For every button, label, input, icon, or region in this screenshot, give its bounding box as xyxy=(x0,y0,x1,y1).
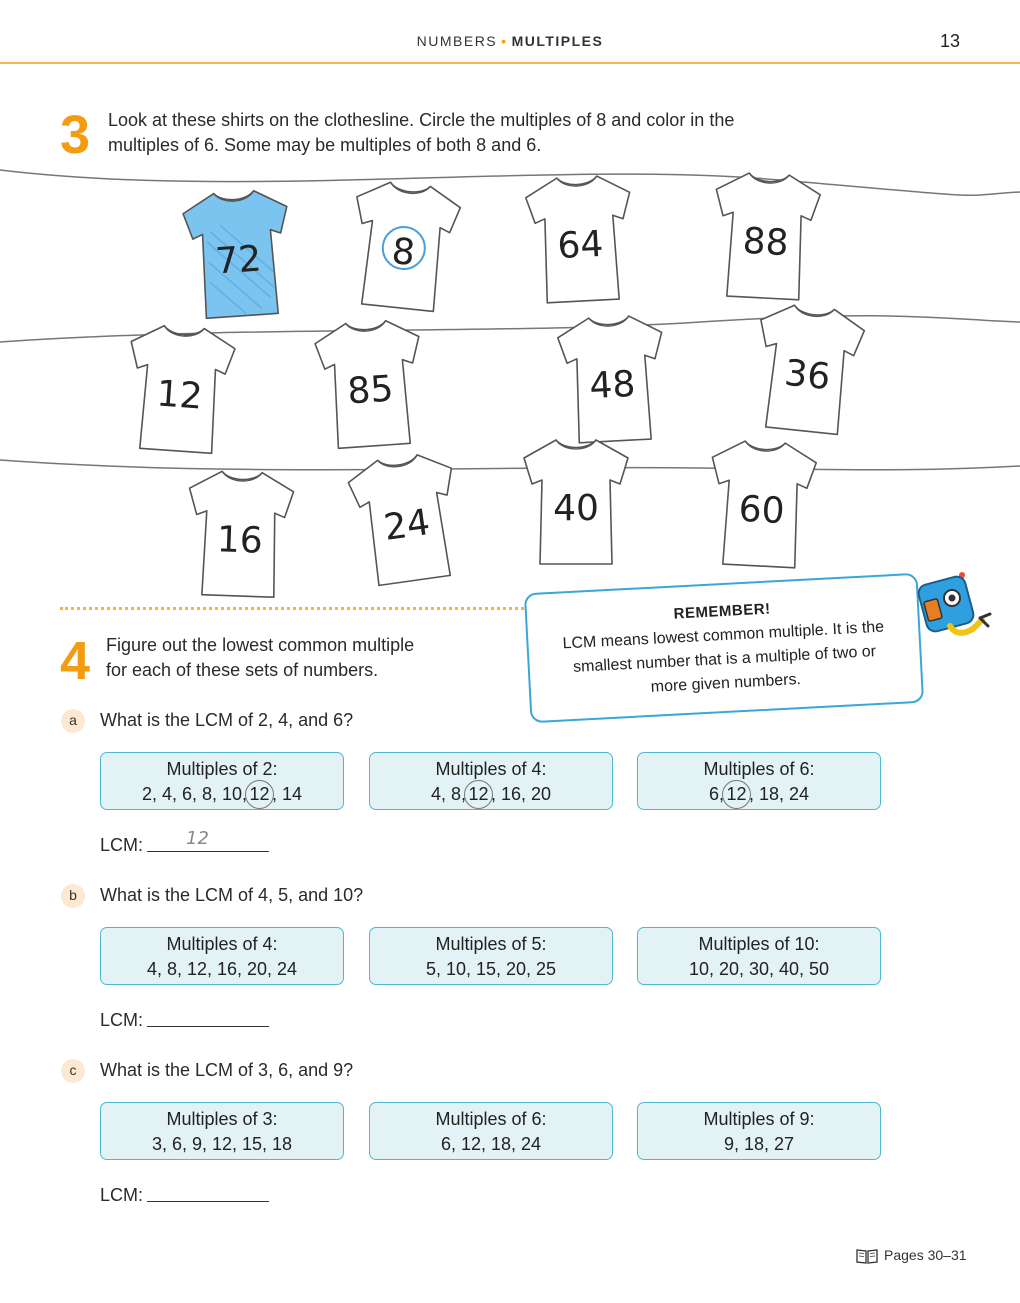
remember-title: REMEMBER! xyxy=(673,600,771,623)
part-b-multiples-box-2 xyxy=(369,927,613,985)
box-title: Multiples of 2: xyxy=(166,759,278,779)
part-b-multiples-box-1 xyxy=(100,927,344,985)
remember-line-3: more given numbers. xyxy=(650,671,802,696)
part-c-lcm-answer-line[interactable] xyxy=(147,1201,269,1202)
box-title: Multiples of 9: xyxy=(703,1109,815,1129)
page-number: 13 xyxy=(939,31,960,51)
shirt-number: 12 xyxy=(155,373,204,418)
header-section: NUMBERS xyxy=(416,33,498,49)
part-b-lcm-answer-line[interactable] xyxy=(147,1026,269,1027)
exercise-4-instructions-line-1: Figure out the lowest common multiple xyxy=(106,635,415,655)
shirt-number: 88 xyxy=(741,220,790,265)
part-a-multiples-box-2 xyxy=(369,752,613,810)
part-b-question: What is the LCM of 4, 5, and 10? xyxy=(100,885,364,905)
exercise-3-number: 3 xyxy=(60,105,91,165)
shirt-number: 72 xyxy=(214,238,263,283)
box-title: Multiples of 4: xyxy=(435,759,547,779)
shirt-85[interactable] xyxy=(310,316,431,452)
shirt-number: 36 xyxy=(782,352,833,399)
box-title: Multiples of 6: xyxy=(703,759,815,779)
shirt-48[interactable] xyxy=(553,312,672,446)
bullet-icon: • xyxy=(501,33,508,49)
part-b-badge: b xyxy=(61,884,85,908)
part-c-question: What is the LCM of 3, 6, and 9? xyxy=(100,1060,354,1080)
box-title: Multiples of 10: xyxy=(698,934,820,954)
pages-reference xyxy=(856,1247,967,1264)
circled-value xyxy=(245,780,274,809)
box-values xyxy=(370,782,612,807)
remember-body xyxy=(548,615,901,705)
shirt-60[interactable] xyxy=(703,437,822,571)
shirt-number: 40 xyxy=(553,488,599,529)
shirt-24[interactable] xyxy=(342,448,471,590)
box-title: Multiples of 5: xyxy=(435,934,547,954)
robot-mascot-icon xyxy=(912,570,1002,650)
shirt-16[interactable] xyxy=(182,468,298,600)
clothesline-1 xyxy=(0,170,1020,195)
box-values: 5, 10, 15, 20, 25 xyxy=(425,959,557,979)
shirt-40[interactable] xyxy=(520,438,632,566)
box-values xyxy=(638,782,880,807)
shirt-88[interactable] xyxy=(707,169,826,303)
circled-number: 12 xyxy=(726,783,747,804)
shirt-number: 8 xyxy=(389,230,417,275)
circled-value xyxy=(464,780,493,809)
values-before: 6, xyxy=(708,784,724,804)
shirt-number: 48 xyxy=(588,363,637,408)
exercise-4-instructions xyxy=(106,633,414,683)
box-values: 9, 18, 27 xyxy=(723,1134,795,1154)
shirt-number: 24 xyxy=(381,501,433,549)
values-after: , 14 xyxy=(272,784,303,804)
shirt-12[interactable] xyxy=(120,321,241,457)
part-a-question: What is the LCM of 2, 4, and 6? xyxy=(100,710,354,730)
box-values: 10, 20, 30, 40, 50 xyxy=(688,959,830,979)
remember-line-2: smallest number that is a multiple of two or xyxy=(572,643,877,676)
shirt-number: 85 xyxy=(346,368,395,413)
remember-box xyxy=(524,573,924,723)
box-values: 4, 8, 12, 16, 20, 24 xyxy=(146,959,298,979)
box-title: Multiples of 3: xyxy=(166,1109,278,1129)
clothesline-3 xyxy=(0,460,1020,470)
pages-reference-text: Pages 30–31 xyxy=(884,1247,967,1263)
part-a-lcm-answer[interactable]: 12 xyxy=(186,828,209,849)
exercise-3-instructions-line-2: multiples of 6. Some may be multiples of both 8 and 6. xyxy=(108,135,542,155)
circled-value xyxy=(722,780,751,809)
part-b-multiples-box-3 xyxy=(637,927,881,985)
box-title: Multiples of 4: xyxy=(166,934,278,954)
part-a-multiples-box-3 xyxy=(637,752,881,810)
section-divider xyxy=(60,607,530,610)
circled-number: 12 xyxy=(249,783,270,804)
part-a-lcm-answer-line[interactable] xyxy=(147,851,269,852)
remember-line-1: LCM means lowest common multiple. It is the xyxy=(562,618,885,653)
exercise-4-number: 4 xyxy=(60,631,91,691)
box-title: Multiples of 6: xyxy=(435,1109,547,1129)
values-before: 4, 8, xyxy=(430,784,466,804)
values-after: , 18, 24 xyxy=(748,784,810,804)
header-topic: MULTIPLES xyxy=(511,33,604,49)
part-c-multiples-box-3 xyxy=(637,1102,881,1160)
values-after: , 16, 20 xyxy=(490,784,552,804)
part-c-multiples-box-2 xyxy=(369,1102,613,1160)
part-c-multiples-box-1 xyxy=(100,1102,344,1160)
exercise-4-instructions-line-2: for each of these sets of numbers. xyxy=(106,660,379,680)
part-a-lcm-label: LCM: xyxy=(100,835,144,855)
exercise-3-instructions-line-1: Look at these shirts on the clothesline. Circle the multiples of 8 and color in the xyxy=(108,110,735,130)
part-b-lcm-label: LCM: xyxy=(100,1010,144,1030)
shirt-8[interactable] xyxy=(342,176,467,315)
shirt-number: 16 xyxy=(216,519,264,562)
values-before: 2, 4, 6, 8, 10, xyxy=(141,784,248,804)
part-c-lcm-label: LCM: xyxy=(100,1185,144,1205)
book-icon xyxy=(856,1248,878,1264)
shirt-number: 60 xyxy=(737,488,786,533)
box-values: 3, 6, 9, 12, 15, 18 xyxy=(151,1134,293,1154)
part-c-badge: c xyxy=(61,1059,85,1083)
circled-number: 12 xyxy=(468,783,489,804)
shirt-36[interactable] xyxy=(746,299,871,438)
part-a-badge: a xyxy=(61,709,85,733)
shirt-64[interactable] xyxy=(521,172,640,306)
shirt-72[interactable] xyxy=(178,186,299,322)
shirt-number: 64 xyxy=(556,223,605,268)
box-values: 6, 12, 18, 24 xyxy=(440,1134,542,1154)
box-values xyxy=(101,782,343,807)
part-a-multiples-box-1 xyxy=(100,752,344,810)
